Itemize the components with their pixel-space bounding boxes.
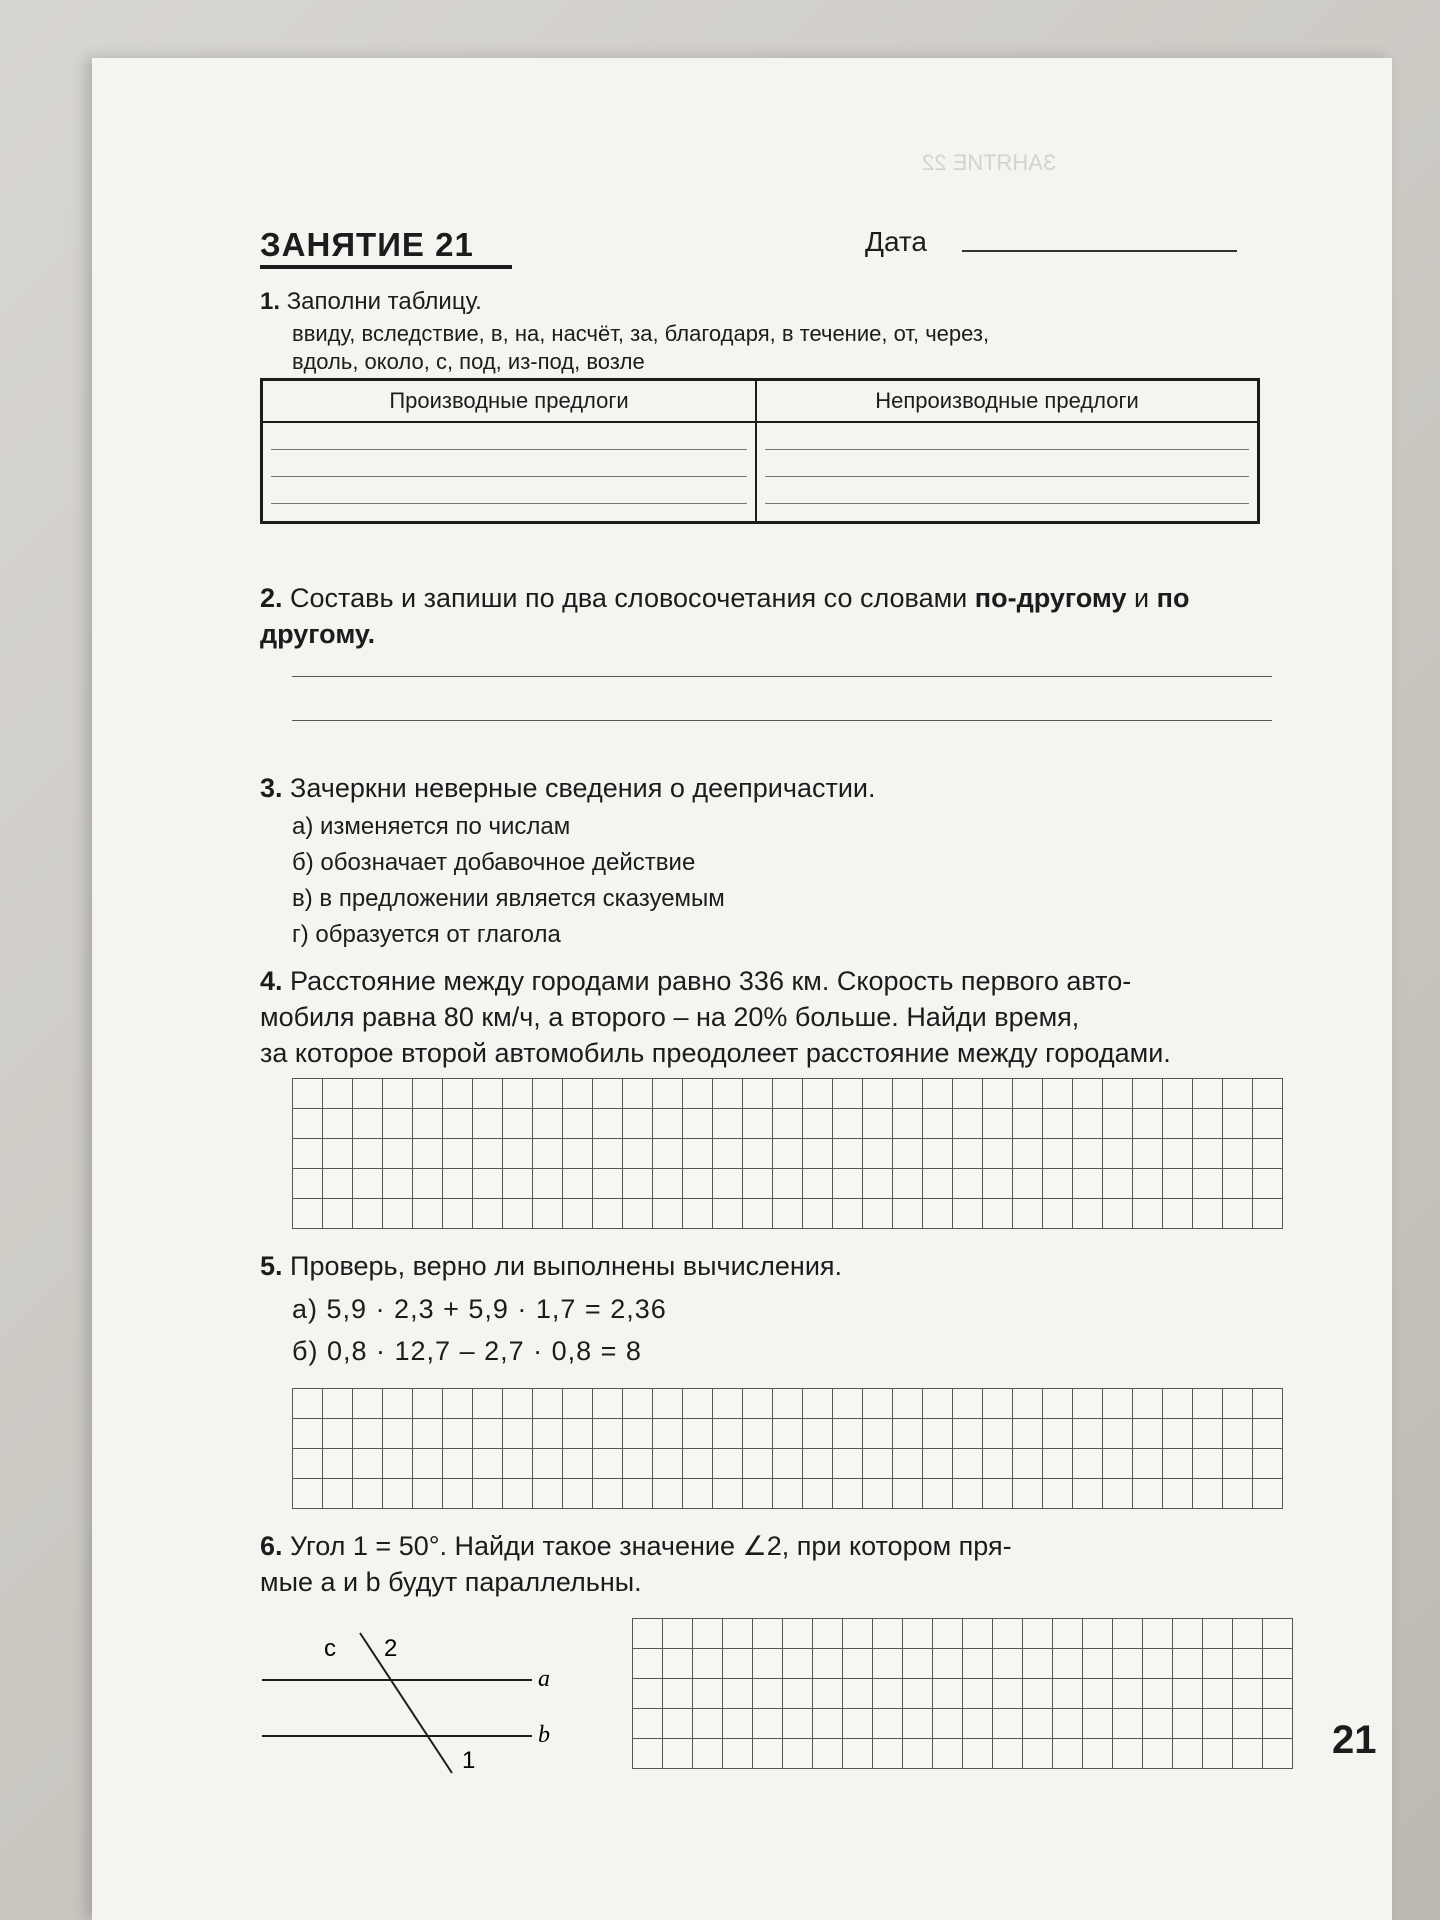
- task-2-and: и: [1134, 583, 1150, 613]
- label-angle-2: 2: [384, 1635, 398, 1662]
- task-4-answer-grid[interactable]: [292, 1078, 1283, 1229]
- option-letter: б): [292, 849, 314, 876]
- expression-label: б): [292, 1336, 319, 1366]
- task-2-number: 2.: [260, 583, 283, 613]
- option-text: обозначает добавочное действие: [320, 849, 696, 876]
- task-4-prompt: [260, 963, 1260, 1071]
- task-4-line2: мобиля равна 80 км/ч, а второго – на 20% больше. Найди время,: [260, 1002, 1080, 1032]
- task-6-prompt: [260, 1528, 1270, 1600]
- task-3-text: Зачеркни неверные сведения о деепричастии.: [290, 773, 876, 803]
- derived-answer-cell[interactable]: [262, 422, 757, 523]
- task-3-option-d[interactable]: [292, 921, 561, 949]
- task-2-word2: по другому.: [260, 583, 1190, 649]
- parallel-lines-diagram: [252, 1618, 552, 1798]
- task-2-prompt: [260, 580, 1270, 652]
- task-5-prompt: [260, 1248, 842, 1284]
- task-4-line3: за которое второй автомобиль преодолеет расстояние между городами.: [260, 1038, 1171, 1068]
- task-4-text-1: Расстояние между городами равно 336 км. Скорость первого авто-: [290, 966, 1132, 996]
- task-5-answer-grid[interactable]: [292, 1388, 1283, 1509]
- task-2-text: Составь и запиши по два словосочетания со словами: [290, 583, 968, 613]
- task-5-text: Проверь, верно ли выполнены вычисления.: [290, 1251, 843, 1281]
- workbook-page: [92, 58, 1392, 1920]
- option-text: в предложении является сказуемым: [319, 885, 725, 912]
- date-field[interactable]: [962, 250, 1237, 252]
- option-letter: г): [292, 921, 309, 948]
- option-text: изменяется по числам: [320, 813, 571, 840]
- task-6-line2: мые a и b будут параллельны.: [260, 1567, 642, 1597]
- task-5-expression-a: [292, 1294, 667, 1325]
- task-1-text: Заполни таблицу.: [286, 288, 482, 315]
- option-letter: а): [292, 813, 314, 840]
- task-2-answer-line-1[interactable]: [292, 676, 1272, 677]
- task-5-expression-b: [292, 1336, 642, 1367]
- task-2-answer-line-2[interactable]: [292, 720, 1272, 721]
- task-3-option-a[interactable]: [292, 813, 570, 841]
- task-4-line1: [260, 963, 1260, 999]
- title-underline: [260, 265, 512, 269]
- non-derived-answer-cell[interactable]: [756, 422, 1259, 523]
- date-label: Дата: [865, 226, 928, 257]
- task-1-number: 1.: [260, 288, 281, 315]
- expression-text: 0,8 · 12,7 – 2,7 · 0,8 = 8: [326, 1336, 642, 1366]
- task-3-prompt: [260, 770, 876, 806]
- expression-text: 5,9 · 2,3 + 5,9 · 1,7 = 2,36: [326, 1294, 667, 1324]
- task-3-option-b[interactable]: [292, 849, 695, 877]
- page-content: [252, 208, 1412, 1868]
- task-6-line1: [260, 1528, 1270, 1564]
- option-letter: в): [292, 885, 313, 912]
- task-4-number: 4.: [260, 966, 283, 996]
- task-6-answer-grid[interactable]: [632, 1618, 1293, 1769]
- bleed-through-text: ЗАНЯТИЕ 22: [922, 150, 1057, 175]
- line-c: [360, 1633, 452, 1773]
- page-title: ЗАНЯТИЕ 21: [260, 226, 474, 263]
- column-header-non-derived: Непроизводные предлоги: [756, 380, 1259, 423]
- task-5-number: 5.: [260, 1251, 283, 1281]
- task-6-number: 6.: [260, 1531, 283, 1561]
- task-6-text-1: Угол 1 = 50°. Найди такое значение ∠2, при котором пря-: [290, 1531, 1012, 1561]
- label-b: b: [538, 1722, 550, 1748]
- label-a: a: [538, 1666, 550, 1692]
- label-angle-1: 1: [462, 1747, 476, 1774]
- option-text: образуется от глагола: [315, 921, 561, 948]
- task-1-prompt: [260, 286, 482, 318]
- label-c: c: [324, 1635, 336, 1662]
- task-2-word1: по-другому: [974, 583, 1127, 613]
- task-3-number: 3.: [260, 773, 283, 803]
- column-header-derived: Производные предлоги: [262, 380, 757, 423]
- task-3-option-c[interactable]: [292, 885, 725, 913]
- page-number: 21: [1332, 1718, 1377, 1762]
- prepositions-table: [260, 378, 1260, 524]
- expression-label: а): [292, 1294, 319, 1324]
- task-1-words-line1: ввиду, вследствие, в, на, насчёт, за, благодаря, в течение, от, через,: [292, 321, 990, 346]
- task-1-words-line2: вдоль, около, с, под, из-под, возле: [292, 349, 645, 374]
